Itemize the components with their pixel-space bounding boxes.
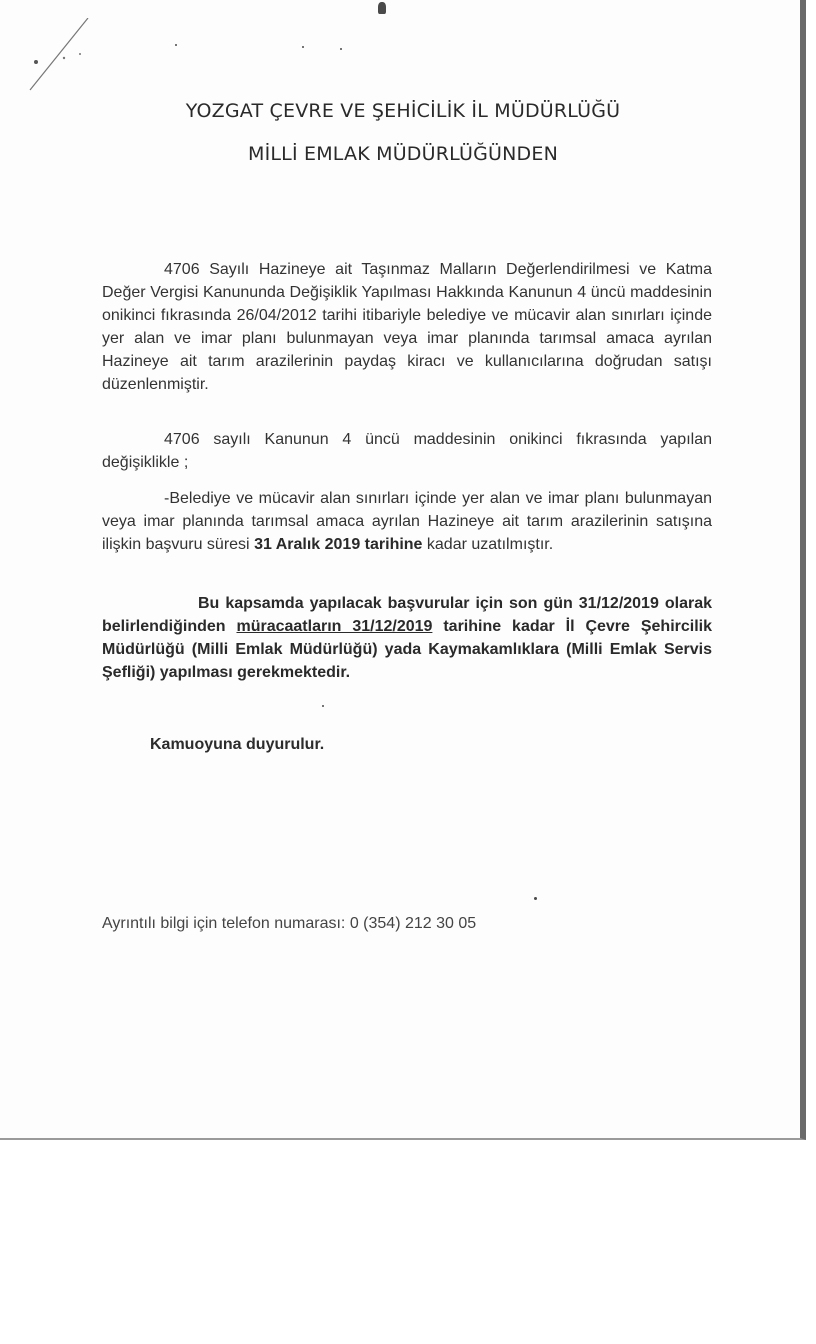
scan-speck xyxy=(378,2,386,14)
header-title-line2: MİLLİ EMLAK MÜDÜRLÜĞÜNDEN xyxy=(247,143,558,165)
paragraph-2 xyxy=(102,428,712,474)
paragraph-4-text-b: tarihine kadar İl Çevre Şehircilik Müdürlüğü (Milli Emlak Müdürlüğü) yada Kaymakamlıklara (Milli Emlak Servis Şefliği) yapılması gerekmektedir. xyxy=(102,618,712,681)
paragraph-1-text: 4706 Sayılı Hazineye ait Taşınmaz Malların Değerlendirilmesi ve Katma Değer Vergisi Kanununda Değişiklik Yapılması Hakkında Kanunun 4 üncü maddesinin onikinci fıkrasında 26/04/2012 tarihi itibariyle belediye ve mücavir alan sınırları içinde yer alan ve imar planı bulunmayan veya imar planında tarımsal amaca ayrılan Hazineye ait tarım arazilerinin paydaş kiracı ve kullanıcılarına doğrudan satışı düzenlenmiştir. xyxy=(102,261,712,393)
pen-stroke-mark xyxy=(28,18,118,108)
paragraph-4-text-a: Bu kapsamda yapılacak başvurular için son gün 31/12/2019 olarak belirlendiğinden xyxy=(102,595,712,635)
paragraph-4-underlined: müracaatların 31/12/2019 xyxy=(236,618,433,635)
paragraph-1 xyxy=(102,258,712,396)
paragraph-2-text: 4706 sayılı Kanunun 4 üncü maddesinin onikinci fıkrasında yapılan değişiklikle ; xyxy=(102,431,712,471)
paragraph-3-tail: kadar uzatılmıştır. xyxy=(422,536,554,553)
contact-info: Ayrıntılı bilgi için telefon numarası: 0 (354) 212 30 05 xyxy=(102,915,477,932)
scan-speck xyxy=(175,44,177,46)
paragraph-3-text: -Belediye ve mücavir alan sınırları içinde yer alan ve imar planı bulunmayan veya imar planında tarımsal amaca ayrılan Hazineye ait tarım arazilerinin satışına ilişkin başvuru süresi xyxy=(102,490,712,553)
scan-speck xyxy=(340,48,342,50)
paragraph-3-bold: 31 Aralık 2019 tarihine xyxy=(254,536,423,553)
scan-speck xyxy=(534,897,537,900)
header-title-line1: YOZGAT ÇEVRE VE ŞEHİCİLİK İL MÜDÜRLÜĞÜ xyxy=(185,100,621,122)
scan-speck xyxy=(302,46,304,48)
closing-statement: Kamuoyuna duyurulur. xyxy=(150,736,325,753)
paragraph-3 xyxy=(102,487,712,556)
scan-speck xyxy=(322,705,324,707)
paragraph-4 xyxy=(102,592,712,684)
